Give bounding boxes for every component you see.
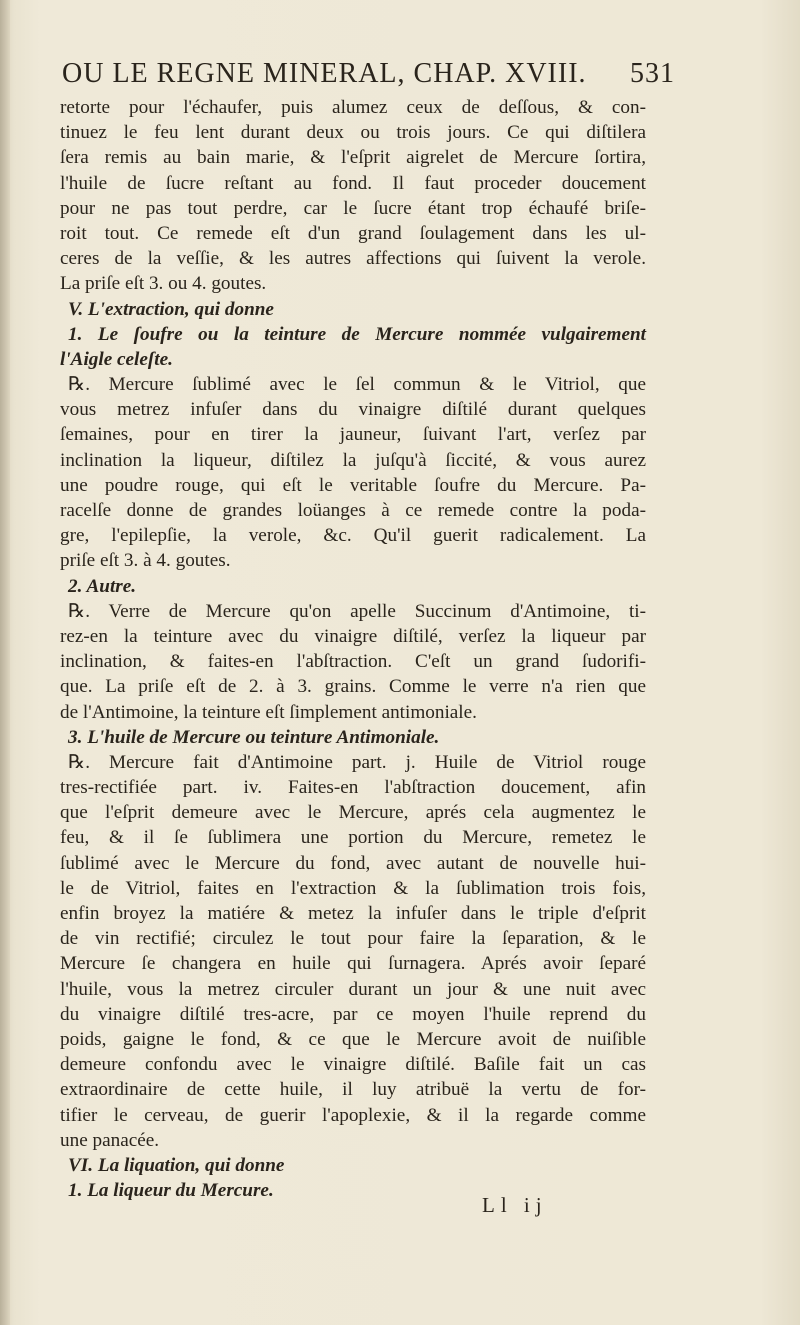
- text-line: ſublimé avec le Mercure du fond, avec autant de nouvelle hui-: [60, 852, 646, 874]
- text-line: inclination, & faites-en l'abſtraction. C'eſt un grand ſudorifi-: [60, 651, 646, 673]
- text-line: roit tout. Ce remede eſt d'un grand ſoulagement dans les ul-: [60, 222, 646, 244]
- subsection-heading: 1. Le ſoufre ou la teinture de Mercure nommée vulgairement: [68, 323, 646, 345]
- text-line: extraordinaire de cette huile, il luy atribuë la vertu de for-: [60, 1079, 646, 1101]
- text-line: tinuez le feu lent durant deux ou trois jours. Ce qui diſtilera: [60, 122, 646, 144]
- running-title: OU LE REGNE MINERAL, CHAP. XVIII.: [62, 58, 587, 89]
- text-line: pour ne pas tout perdre, car le ſucre étant trop échaufé briſe-: [60, 197, 646, 219]
- text-line: inclination la liqueur, diſtilez la juſqu'à ſiccité, & vous aurez: [60, 449, 646, 471]
- text-line: demeure confondu avec le vinaigre diſtilé. Baſile fait un cas: [60, 1054, 646, 1076]
- text-line: l'huile, vous la metrez circuler durant un jour & une nuit avec: [60, 978, 646, 1000]
- subsection-heading: l'Aigle celeſte.: [60, 348, 173, 370]
- text-line: une poudre rouge, qui eſt le veritable ſoufre du Mercure. Pa-: [60, 474, 646, 496]
- signature-mark: Ll ij: [482, 1193, 548, 1217]
- text-line: ſera remis au bain marie, & l'eſprit aigrelet de Mercure ſortira,: [60, 147, 646, 169]
- text-line: ℞. Mercure ſublimé avec le ſel commun & le Vitriol, que: [68, 374, 646, 396]
- text-line: vous metrez infuſer dans du vinaigre diſtilé durant quelques: [60, 399, 646, 421]
- text-line: du vinaigre diſtilé tres-acre, par ce moyen l'huile reprend du: [60, 1003, 646, 1025]
- page-body: [60, 95, 646, 1203]
- text-line: le de Vitriol, faites en l'extraction & la ſublimation trois fois,: [60, 877, 646, 899]
- text-line: rez-en la teinture avec du vinaigre diſtilé, verſez la liqueur par: [60, 625, 646, 647]
- page-number: 531: [630, 58, 675, 89]
- text-line: enfin broyez la matiére & metez la infuſer dans le triple d'eſprit: [60, 903, 646, 924]
- text-line: de vin rectifié; circulez le tout pour faire la ſeparation, & le: [60, 928, 646, 950]
- text-line: poids, gaigne le fond, & ce que le Mercure avoit de nuiſible: [60, 1028, 646, 1050]
- running-header: [62, 58, 675, 90]
- text-line: feu, & il ſe ſublimera une portion du Mercure, remetez le: [60, 827, 646, 849]
- text-line: retorte pour l'échaufer, puis alumez ceux de deſſous, & con-: [60, 97, 646, 118]
- section-heading: VI. La liquation, qui donne: [68, 1154, 285, 1176]
- text-line: racelſe donne de grandes loüanges à ce remede contre la poda-: [60, 500, 646, 521]
- page-gutter: [0, 0, 10, 1325]
- subsection-heading: 1. La liqueur du Mercure.: [68, 1180, 274, 1202]
- text-line: gre, l'epilepſie, la verole, &c. Qu'il guerit radicalement. La: [60, 525, 646, 547]
- text-line: priſe eſt 3. à 4. goutes.: [60, 550, 231, 572]
- text-line: de l'Antimoine, la teinture eſt ſimplement antimoniale.: [60, 701, 477, 723]
- section-heading: V. L'extraction, qui donne: [68, 298, 274, 320]
- text-line: que l'eſprit demeure avec le Mercure, aprés cela augmentez le: [60, 802, 646, 824]
- text-line: La priſe eſt 3. ou 4. goutes.: [60, 273, 267, 295]
- text-line: que. La priſe eſt de 2. à 3. grains. Comme le verre n'a rien que: [60, 676, 646, 698]
- subsection-heading: 3. L'huile de Mercure ou teinture Antimoniale.: [68, 726, 440, 748]
- text-line: Mercure ſe changera en huile qui ſurnagera. Aprés avoir ſeparé: [60, 953, 646, 975]
- text-line: tres-rectifiée part. iv. Faites-en l'abſtraction doucement, afin: [60, 777, 646, 799]
- text-line: tifier le cerveau, de guerir l'apoplexie, & il la regarde comme: [60, 1104, 646, 1126]
- text-line: ceres de la veſſie, & les autres affections qui ſuivent la verole.: [60, 248, 646, 270]
- text-line: ℞. Verre de Mercure qu'on apelle Succinum d'Antimoine, ti-: [68, 600, 646, 622]
- text-line: l'huile de ſucre reſtant au fond. Il faut proceder doucement: [60, 172, 646, 194]
- text-line: ℞. Mercure fait d'Antimoine part. j. Huile de Vitriol rouge: [68, 751, 646, 773]
- text-line: une panacée.: [60, 1129, 160, 1151]
- text-line: ſemaines, pour en tirer la jauneur, ſuivant l'art, verſez par: [60, 424, 646, 446]
- subsection-heading: 2. Autre.: [68, 575, 137, 597]
